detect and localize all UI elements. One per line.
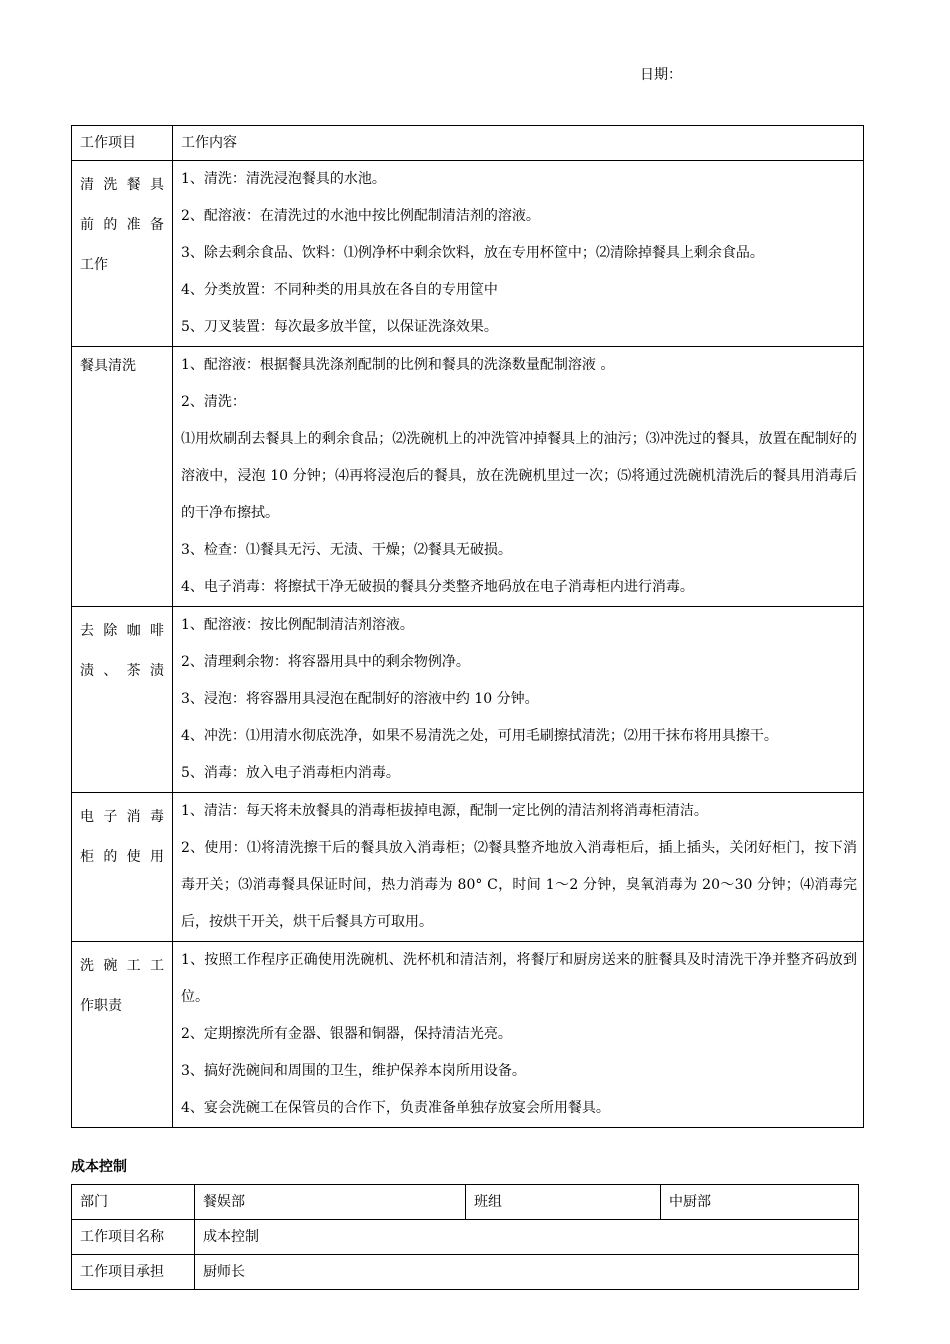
row-item-line: 前的准备 [80,217,164,233]
row-item-line: 渍、茶渍 [80,663,164,679]
project-owner-label: 工作项目承担 [72,1255,195,1290]
content-line: 1、清洁：每天将未放餐具的消毒柜拔掉电源，配制一定比例的清洁剂将消毒柜清洁。 [181,803,708,819]
row-item-line: 去除咖啡 [80,623,164,639]
dept-value: 餐娱部 [195,1185,466,1220]
content-line: 3、浸泡：将容器用具浸泡在配制好的溶液中约 10 分钟。 [181,691,539,707]
content-line: ⑴用炊刷刮去餐具上的剩余食品；⑵洗碗机上的冲洗管冲掉餐具上的油污；⑶冲洗过的餐具，放置在配制好的溶液中，浸泡 10 分钟；⑷再将浸泡后的餐具，放在洗碗机里过一次；⑸将通过洗碗机清洗后的餐具用消毒后的干净布擦拭。 [181,431,857,521]
row-item-line: 餐具清洗 [80,358,136,374]
content-line: 2、清理剩余物：将容器用具中的剩余物例净。 [181,654,470,670]
content-line: 2、清洗： [181,394,246,410]
content-line: 4、电子消毒：将擦拭干净无破损的餐具分类整齐地码放在电子消毒柜内进行消毒。 [181,579,694,595]
content-line: 2、使用：⑴将清洗擦干后的餐具放入消毒柜；⑵餐具整齐地放入消毒柜后，插上插头，关闭好柜门，按下消毒开关；⑶消毒餐具保证时间，热力消毒为 80° C，时间 1～2 分钟，臭氧消毒为 20～30 分钟；⑷消毒完后，按烘干开关，烘干后餐具方可取用。 [181,840,857,930]
content-line: 3、搞好洗碗间和周围的卫生，维护保养本岗所用设备。 [181,1063,526,1079]
header-work-item: 工作项目 [72,126,173,161]
team-value: 中厨部 [661,1185,859,1220]
row-item-label [72,942,173,1128]
content-line: 4、宴会洗碗工在保管员的合作下，负责准备单独存放宴会所用餐具。 [181,1100,610,1116]
header-work-content: 工作内容 [173,126,864,161]
content-line: 2、定期擦洗所有金器、银器和铜器，保持清洁光亮。 [181,1026,512,1042]
content-line: 3、除去剩余食品、饮料：⑴例净杯中剩余饮料，放在专用杯筐中；⑵清除掉餐具上剩余食品。 [181,245,764,261]
dept-label: 部门 [72,1185,195,1220]
table-row [72,1220,859,1255]
content-line: 1、按照工作程序正确使用洗碗机、洗杯机和清洁剂，将餐厅和厨房送来的脏餐具及时清洗干净并整齐码放到位。 [181,952,857,1005]
row-content [173,161,864,347]
section-title: 成本控制 [71,1159,127,1175]
row-item-label [72,347,173,607]
row-content [173,793,864,942]
row-item-line: 电子消毒 [80,809,164,825]
content-line: 4、分类放置：不同种类的用具放在各自的专用筐中 [181,282,498,298]
row-content [173,347,864,607]
row-item-line: 作职责 [80,998,122,1014]
table-row [72,942,864,1128]
cost-control-table [71,1184,859,1290]
table-row [72,347,864,607]
row-content [173,607,864,793]
table-row [72,161,864,347]
content-line: 5、消毒：放入电子消毒柜内消毒。 [181,765,400,781]
work-content-table [71,125,864,1128]
content-line: 2、配溶液：在清洗过的水池中按比例配制清洁剂的溶液。 [181,208,540,224]
content-line: 1、清洗：清洗浸泡餐具的水池。 [181,171,386,187]
team-label: 班组 [466,1185,661,1220]
project-name-value: 成本控制 [195,1220,859,1255]
content-line: 1、配溶液：根据餐具洗涤剂配制的比例和餐具的洗涤数量配制溶液 。 [181,357,615,373]
row-item-label [72,161,173,347]
content-line: 4、冲洗：⑴用清水彻底洗净，如果不易清洗之处，可用毛刷擦拭清洗；⑵用干抹布将用具擦干。 [181,728,778,744]
table-row [72,1185,859,1220]
row-item-line: 柜的使用 [80,849,164,865]
row-content [173,942,864,1128]
content-line: 1、配溶液：按比例配制清洁剂溶液。 [181,617,414,633]
row-item-line: 清洗餐具 [80,177,164,193]
project-owner-value: 厨师长 [195,1255,859,1290]
content-line: 5、刀叉装置：每次最多放半筐，以保证洗涤效果。 [181,319,498,335]
table-header-row [72,126,864,161]
table-row [72,607,864,793]
row-item-line: 洗碗工工 [80,958,164,974]
table-row [72,1255,859,1290]
date-label: 日期： [640,67,682,83]
row-item-label [72,607,173,793]
row-item-label [72,793,173,942]
content-line: 3、检查：⑴餐具无污、无渍、干燥；⑵餐具无破损。 [181,542,512,558]
row-item-line: 工作 [80,257,108,273]
project-name-label: 工作项目名称 [72,1220,195,1255]
table-row [72,793,864,942]
